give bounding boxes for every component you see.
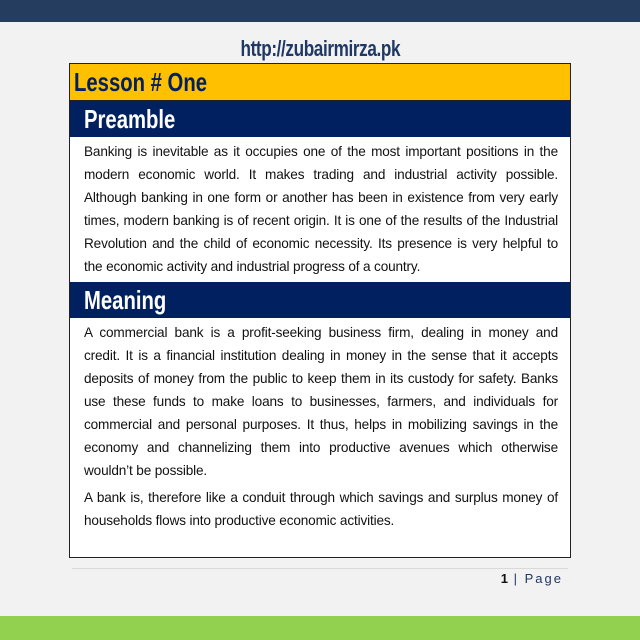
page-number: 1 | Page [500, 571, 563, 586]
section-heading-preamble: Preamble [70, 101, 570, 137]
top-bar [0, 0, 640, 22]
bottom-bar [0, 616, 640, 640]
section-body-meaning [70, 318, 570, 536]
lesson-title-bar [70, 64, 570, 101]
section-body-preamble [70, 137, 570, 282]
lesson-box [69, 63, 571, 558]
section-heading-meaning: Meaning [70, 282, 570, 318]
footer-divider [72, 568, 568, 569]
lesson-title: Lesson # One [74, 67, 207, 97]
paragraph: Banking is inevitable as it occupies one of the most important positions in the modern economic world. It makes trading and industrial activity possible. Although banking in one form or another has been in existence from very early times, modern banking is of recent origin. It is one of the results of the Industrial Revolution and the child of economic necessity. Its presence is very helpful to the economic activity and industrial progress of a country. [84, 144, 558, 274]
paragraph: A bank is, therefore like a conduit through which savings and surplus money of households flows into productive economic activities. [84, 490, 558, 528]
site-url[interactable]: http://zubairmirza.pk [240, 36, 400, 61]
paragraph: A commercial bank is a profit-seeking business firm, dealing in money and credit. It is a financial institution dealing in money in the sense that it accepts deposits of money from the public to keep them in its custody for safety. Banks use these funds to make loans to businesses, farmers, and individuals for commercial and personal purposes. It thus, helps in mobilizing savings in the economy and channelizing them into productive avenues which otherwise wouldn’t be possible. [84, 325, 558, 478]
